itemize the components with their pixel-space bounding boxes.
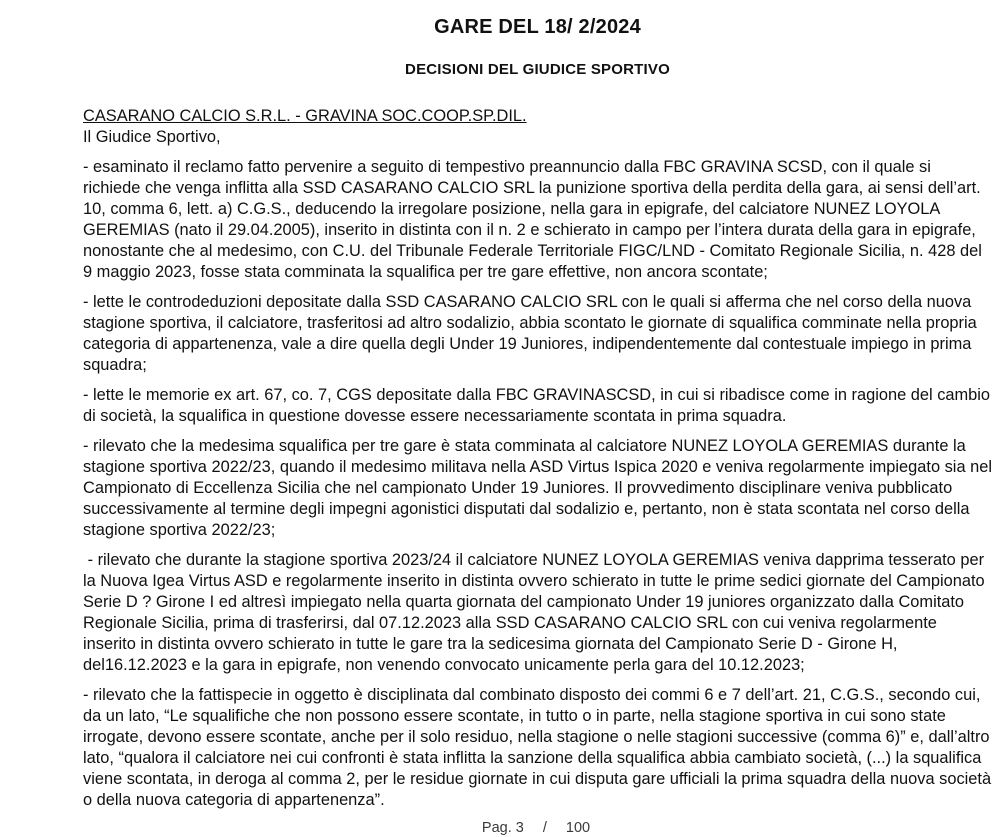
page-number-separator: / <box>542 820 547 836</box>
document-body <box>83 106 997 811</box>
page-footer <box>0 819 1000 837</box>
case-heading: CASARANO CALCIO S.R.L. - GRAVINA SOC.COOP.SP.DIL. <box>83 107 527 125</box>
paragraph-reclamo: - esaminato il reclamo fatto pervenire a seguito di tempestivo preannuncio dalla FBC GRAVINA SCSD, con il quale si richiede che venga inflitta alla SSD CASARANO CALCIO SRL la punizione sportiva della perdita della gara, ai sensi dell’art. 10, comma 6, lett. a) C.G.S., deducendo la irregolare posizione, nella gara in epigrafe, del calciatore NUNEZ LOYOLA GEREMIAS (nato il 29.04.2005), inserito in distinta con il n. 2 e schierato in campo per l’intera durata della gara in epigrafe, nonostante che al medesimo, con C.U. del Tribunale Federale Territoriale FIGC/LND - Comitato Regionale Sicilia, n. 428 del 9 maggio 2023, fosse stata comminata la squalifica per tre gare effettive, non ancora scontate; <box>83 158 987 281</box>
document-header <box>83 14 992 80</box>
paragraph-memorie: - lette le memorie ex art. 67, co. 7, CGS depositate dalla FBC GRAVINASCSD, in cui si ribadisce come in ragione del cambio di società, la squalifica in questione dovesse essere necessariamente scontata in prima squadra. <box>83 386 995 425</box>
page-subtitle: DECISIONI DEL GIUDICE SPORTIVO <box>405 61 670 78</box>
paragraph-rilevato-stagione: - rilevato che durante la stagione sportiva 2023/24 il calciatore NUNEZ LOYOLA GEREMIAS veniva dapprima tesserato per la Nuova Igea Virtus ASD e regolarmente inserito in distinta ovvero schierato in tutte le prime sedici giornate del Campionato Serie D ? Girone I ed altresì impiegato nella quarta giornata del campionato Under 19 juniores organizzato dalla Comitato Regionale Sicilia, prima di trasferirsi, dal 07.12.2023 alla SSD CASARANO CALCIO SRL con cui veniva regolarmente inserito in distinta ovvero schierato in tutte le gare tra la sedicesima giornata del Campionato Serie D - Girone H, del16.12.2023 e la gara in epigrafe, non venendo convocato unicamente perla gara del 10.12.2023; <box>83 551 990 674</box>
salutation: Il Giudice Sportivo, <box>83 128 221 146</box>
page-title: GARE DEL 18/ 2/2024 <box>434 16 641 38</box>
paragraph-controdeduzioni: - lette le controdeduzioni depositate dalla SSD CASARANO CALCIO SRL con le quali si afferma che nel corso della nuova stagione sportiva, il calciatore, trasferitosi ad altro sodalizio, abbia scontato le giornate di squalifica comminate nella propria categoria di appartenenza, vale a dire quella degli Under 19 Juniores, indipendentemente dal contestuale impiego in prima squadra; <box>83 293 982 374</box>
paragraph-rilevato-squalifica: - rilevato che la medesima squalifica per tre gare è stata comminata al calciatore NUNEZ LOYOLA GEREMIAS durante la stagione sportiva 2022/23, quando il medesimo militava nella ASD Virtus Ispica 2020 e veniva regolarmente impiegato sia nel Campionato di Eccellenza Sicilia che nel campionato Under 19 Juniores. Il provvedimento disciplinare veniva pubblicato successivamente al termine degli impegni agonistici disputati dal sodalizio e, pertanto, non è stata scontata nel corso della stagione sportiva 2022/23; <box>83 437 997 539</box>
paragraph-rilevato-fattispecie: - rilevato che la fattispecie in oggetto è disciplinata dal combinato disposto dei commi 6 e 7 dell’art. 21, C.G.S., secondo cui, da un lato, “Le squalifiche che non possono essere scontate, in tutto o in parte, nella stagione sportiva in cui sono state irrogate, devono essere scontate, anche per il solo residuo, nella stagione o nelle stagioni successive (comma 6)” e, dall’altro lato, “qualora il calciatore nei cui confronti è stata inflitta la sanzione della squalifica abbia cambiato società, (...) la squalifica viene scontata, in deroga al comma 2, per le residue giornate in cui disputa gare ufficiali la prima squadra della nuova società o della nuova categoria di appartenenza”. <box>83 686 996 809</box>
page-number-label: Pag. 3 <box>481 820 524 836</box>
page-total: 100 <box>565 820 591 836</box>
